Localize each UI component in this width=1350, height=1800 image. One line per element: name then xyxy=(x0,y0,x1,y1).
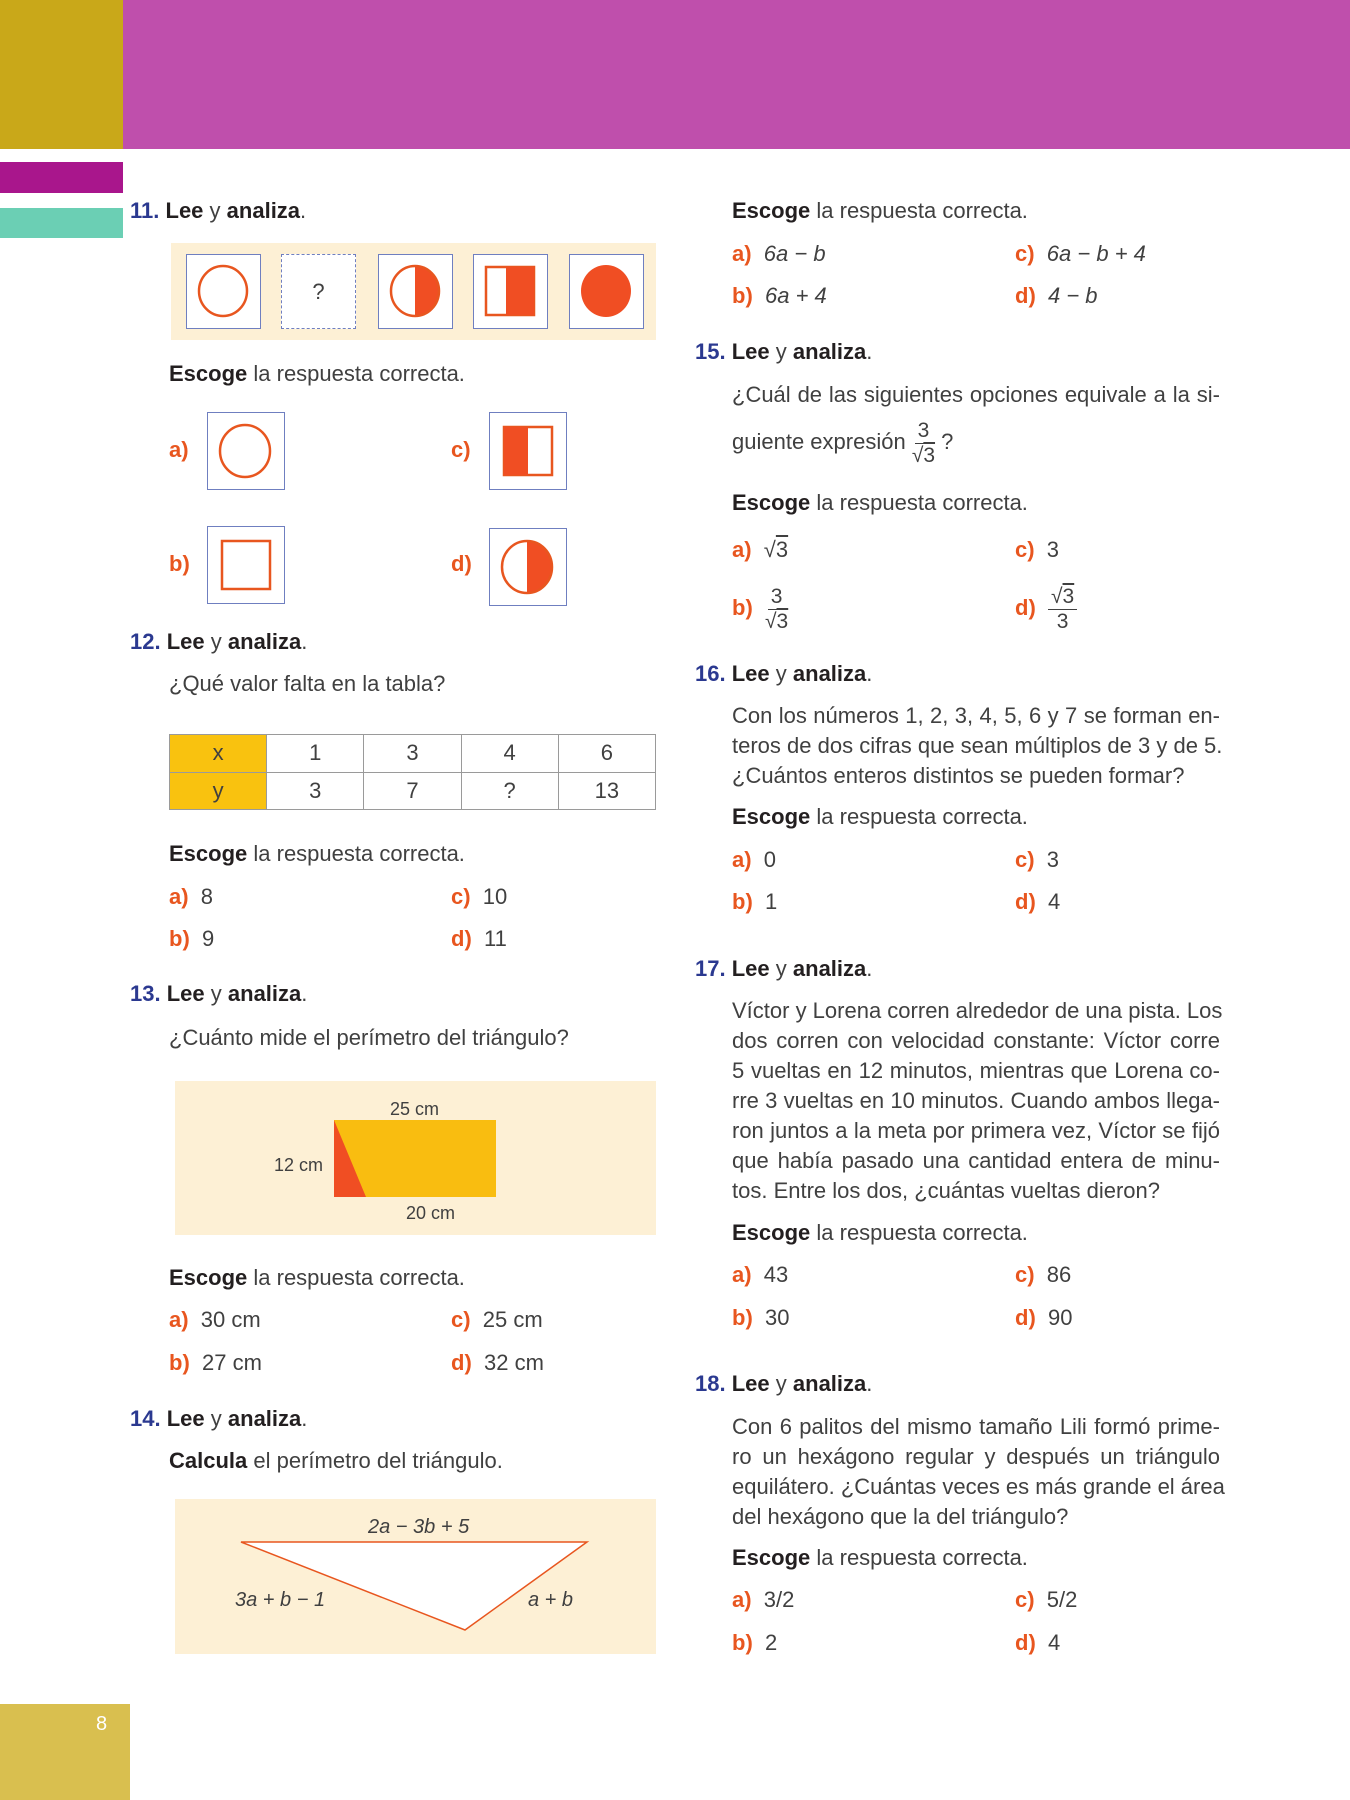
q16-option-b[interactable]: b) 1 xyxy=(732,889,778,914)
q12-table xyxy=(169,734,656,810)
q16-option-c[interactable]: c) 3 xyxy=(1015,847,1060,872)
table-header-y: y xyxy=(170,772,267,810)
table-cell: 13 xyxy=(558,772,655,810)
teal-tab xyxy=(0,208,123,238)
q15-expression-fraction: $\frac{3}{√3}$ xyxy=(911,418,936,467)
q12-option-b[interactable]: b) 9 xyxy=(169,926,215,951)
q15-question-line1: ¿Cuál de las siguientes opciones equivale a la si- xyxy=(732,382,1220,407)
q18-option-a[interactable]: a) 3/2 xyxy=(732,1587,795,1612)
seq-half-circle xyxy=(378,254,453,329)
q13-label-bottom: 20 cm xyxy=(406,1203,456,1223)
q18-instruction: Escoge la respuesta correcta. xyxy=(732,1545,1028,1570)
q16-option-d[interactable]: d) 4 xyxy=(1015,889,1061,914)
q17-instruction: Escoge la respuesta correcta. xyxy=(732,1220,1028,1245)
q14-side-top: 2a − 3b + 5 xyxy=(368,1516,470,1538)
q14-option-c[interactable]: c) 6a − b + 4 xyxy=(1015,241,1146,266)
q15-option-c[interactable]: c) 3 xyxy=(1015,537,1060,562)
q12-option-d[interactable]: d) 11 xyxy=(451,926,507,951)
q16-heading: 16. Lee y analiza. xyxy=(695,661,873,686)
q11-option-d-half-circle[interactable] xyxy=(489,528,567,606)
q17-heading: 17. Lee y analiza. xyxy=(695,956,873,981)
q18-heading: 18. Lee y analiza. xyxy=(695,1371,873,1396)
q11-option-b[interactable]: b) xyxy=(169,551,190,576)
table-cell: 3 xyxy=(267,772,364,810)
q14-side-right: a + b xyxy=(528,1589,574,1611)
q14-option-a[interactable]: a) 6a − b xyxy=(732,241,826,266)
table-cell: 4 xyxy=(461,735,558,773)
q12-option-a[interactable]: a) 8 xyxy=(169,884,214,909)
q12-instruction: Escoge la respuesta correcta. xyxy=(169,841,465,866)
seq-full-circle xyxy=(569,254,644,329)
q15-option-d[interactable]: d) $\frac{√3}{3}$ xyxy=(1015,578,1077,638)
seq-missing-box xyxy=(281,254,356,329)
seq-empty-circle xyxy=(186,254,261,329)
table-cell: ? xyxy=(461,772,558,810)
q13-option-d[interactable]: d) 32 cm xyxy=(451,1350,544,1375)
q15-option-b[interactable]: b) $\frac{3}{√3}$ xyxy=(732,584,789,633)
q11-option-d[interactable]: d) xyxy=(451,551,472,576)
table-row-y xyxy=(170,772,656,810)
table-header-x: x xyxy=(170,735,267,773)
q12-heading: 12. Lee y analiza. xyxy=(130,629,308,654)
q14-instruction: Calcula el perímetro del triángulo. xyxy=(169,1448,503,1473)
q15-instruction: Escoge la respuesta correcta. xyxy=(732,490,1028,515)
magenta-tab xyxy=(0,162,123,193)
q17-option-c[interactable]: c) 86 xyxy=(1015,1262,1072,1287)
q13-instruction: Escoge la respuesta correcta. xyxy=(169,1265,465,1290)
q15-option-a[interactable]: a) √3 xyxy=(732,537,789,562)
q18-option-b[interactable]: b) 2 xyxy=(732,1630,778,1655)
missing-mark: ? xyxy=(312,278,325,304)
q14-option-b[interactable]: b) 6a + 4 xyxy=(732,283,827,308)
q18-option-c[interactable]: c) 5/2 xyxy=(1015,1587,1078,1612)
q18-option-d[interactable]: d) 4 xyxy=(1015,1630,1061,1655)
q13-question: ¿Cuánto mide el perímetro del triángulo? xyxy=(169,1025,569,1050)
q14-heading: 14. Lee y analiza. xyxy=(130,1406,308,1431)
q16-option-a[interactable]: a) 0 xyxy=(732,847,777,872)
page-number: 8 xyxy=(96,1713,108,1735)
q14-choose-instruction: Escoge la respuesta correcta. xyxy=(732,198,1028,223)
q17-paragraph: Víctor y Lorena corren alrededor de una pista. Los dos corren con velocidad constante: Víctor corre 5 vueltas en 12 minutos, mientras que Lorena co- rre 3 vueltas en 10 minutos. Cuando ambos llega- ron juntos a la meta por primera vez, Víctor se fijó que había pasado una cantidad entera de minu- tos. Entre los dos, ¿cuántas vueltas dieron? xyxy=(732,998,1223,1203)
q11-option-c[interactable]: c) xyxy=(451,437,471,462)
q13-option-b[interactable]: b) 27 cm xyxy=(169,1350,262,1375)
q11-option-b-square[interactable] xyxy=(207,526,285,604)
q13-label-left: 12 cm xyxy=(274,1155,324,1175)
page-number-box xyxy=(0,1704,130,1800)
q13-heading: 13. Lee y analiza. xyxy=(130,981,308,1006)
q13-rectangle-figure xyxy=(334,1120,498,1198)
q17-option-d[interactable]: d) 90 xyxy=(1015,1305,1073,1330)
table-cell: 3 xyxy=(364,735,461,773)
q11-option-a-circle[interactable] xyxy=(207,412,285,490)
q18-paragraph: Con 6 palitos del mismo tamaño Lili formó prime- ro un hexágono regular y después un triángulo equilátero. ¿Cuántas veces es más grande el área del hexágono que la del triángulo? xyxy=(732,1414,1225,1529)
table-cell: 7 xyxy=(364,772,461,810)
q16-instruction: Escoge la respuesta correcta. xyxy=(732,804,1028,829)
q15-question-line2: guiente expresión $\frac{3}{√3}$ ? xyxy=(732,418,954,467)
q14-option-d[interactable]: d) 4 − b xyxy=(1015,283,1098,308)
q17-option-b[interactable]: b) 30 xyxy=(732,1305,790,1330)
q12-option-c[interactable]: c) 10 xyxy=(451,884,508,909)
table-cell: 6 xyxy=(558,735,655,773)
q16-paragraph: Con los números 1, 2, 3, 4, 5, 6 y 7 se forman en- teros de dos cifras que sean múltiplos de 3 y de 5. ¿Cuántos enteros distintos se pueden formar? xyxy=(732,703,1223,788)
q13-option-c[interactable]: c) 25 cm xyxy=(451,1307,543,1332)
q15-heading: 15. Lee y analiza. xyxy=(695,339,873,364)
q12-question: ¿Qué valor falta en la tabla? xyxy=(169,671,446,696)
q13-label-top: 25 cm xyxy=(390,1099,440,1119)
seq-half-square xyxy=(473,254,548,329)
q11-instruction: Escoge la respuesta correcta. xyxy=(169,361,465,386)
q14-side-left: 3a + b − 1 xyxy=(235,1589,326,1611)
header-band xyxy=(0,0,1350,149)
q13-option-a[interactable]: a) 30 cm xyxy=(169,1307,261,1332)
q11-heading: 11. Lee y analiza. xyxy=(130,198,307,223)
table-cell: 1 xyxy=(267,735,364,773)
q17-option-a[interactable]: a) 43 xyxy=(732,1262,789,1287)
header-gold-block xyxy=(0,0,123,149)
q11-option-c-half-square[interactable] xyxy=(489,412,567,490)
table-row-x xyxy=(170,735,656,773)
q11-option-a[interactable]: a) xyxy=(169,437,189,462)
